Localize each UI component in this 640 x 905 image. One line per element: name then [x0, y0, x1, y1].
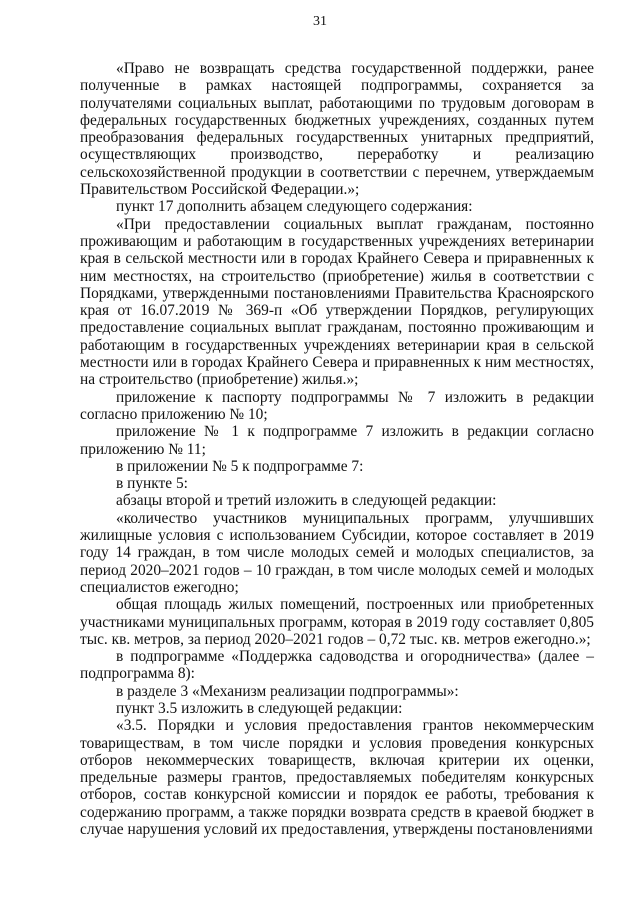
paragraph: в подпрограмме «Поддержка садоводства и огородничества» (далее – подпрограмма 8):	[80, 648, 594, 683]
paragraph: пункт 17 дополнить абзацем следующего содержания:	[116, 198, 473, 216]
document-body	[80, 60, 594, 838]
paragraph: «количество участников муниципальных программ, улучшивших жилищные условия с использованием Субсидии, которое составляет в 2019 году 14 граждан, в том числе молодых семей и молодых специалистов, за период 2020–2021 годов – 10 граждан, в том числе молодых семей и молодых специалистов ежегодно;	[80, 509, 594, 596]
paragraph: «3.5. Порядки и условия предоставления грантов некоммерческим товариществам, в том числе порядки и условия проведения конкурсных отборов некоммерческих товариществ, включая критерии их оценки, предельные размеры грантов, предоставляемых победителям конкурсных отборов, состав конкурсной комиссии и порядок ее работы, требования к содержанию программ, а также порядки возврата средств в краевой бюджет в случае нарушения условий их предоставления, утверждены постановлениями	[80, 717, 594, 839]
paragraph: пункт 3.5 изложить в следующей редакции:	[116, 699, 403, 717]
paragraph: в пункте 5:	[116, 475, 188, 493]
paragraph: «Право не возвращать средства государственной поддержки, ранее полученные в рамках настоящей подпрограммы, сохраняется за получателями социальных выплат, работающими по трудовым договорам в федеральных государственных бюджетных учреждениях, созданных путем преобразования федеральных государственных унитарных предприятий, осуществляющих производство, переработку и реализацию сельскохозяйственной продукции в соответствии с перечнем, утверждаемым Правительством Российской Федерации.»;	[80, 60, 594, 199]
paragraph: «При предоставлении социальных выплат гражданам, постоянно проживающим и работающим в государственных учреждениях ветеринарии края в сельской местности или в городах Крайнего Севера и приравненных к ним местностях, на строительство (приобретение) жилья в соответствии с Порядками, утвержденными постановлениями Правительства Красноярского края от 16.07.2019 № 369-п «Об утверждении Порядков, регулирующих предоставление социальных выплат гражданам, постоянно проживающим и работающим в государственных учреждениях ветеринарии края в сельской местности или в городах Крайнего Севера и приравненных к ним местностях, на строительство (приобретение) жилья.»;	[80, 215, 594, 389]
paragraph: абзацы второй и третий изложить в следующей редакции:	[116, 492, 497, 510]
paragraph: в приложении № 5 к подпрограмме 7:	[116, 457, 364, 475]
page-number: 31	[313, 14, 327, 29]
paragraph: приложение № 1 к подпрограмме 7 изложить в редакции согласно приложению № 11;	[80, 423, 594, 458]
paragraph: приложение к паспорту подпрограммы № 7 изложить в редакции согласно приложению № 10;	[80, 388, 594, 423]
paragraph: общая площадь жилых помещений, построенных или приобретенных участниками муниципальных программ, которая в 2019 году составляет 0,805 тыс. кв. метров, за период 2020–2021 годов – 0,72 тыс. кв. метров ежегодно.»;	[80, 596, 594, 648]
paragraph: в разделе 3 «Механизм реализации подпрограммы»:	[116, 682, 459, 700]
